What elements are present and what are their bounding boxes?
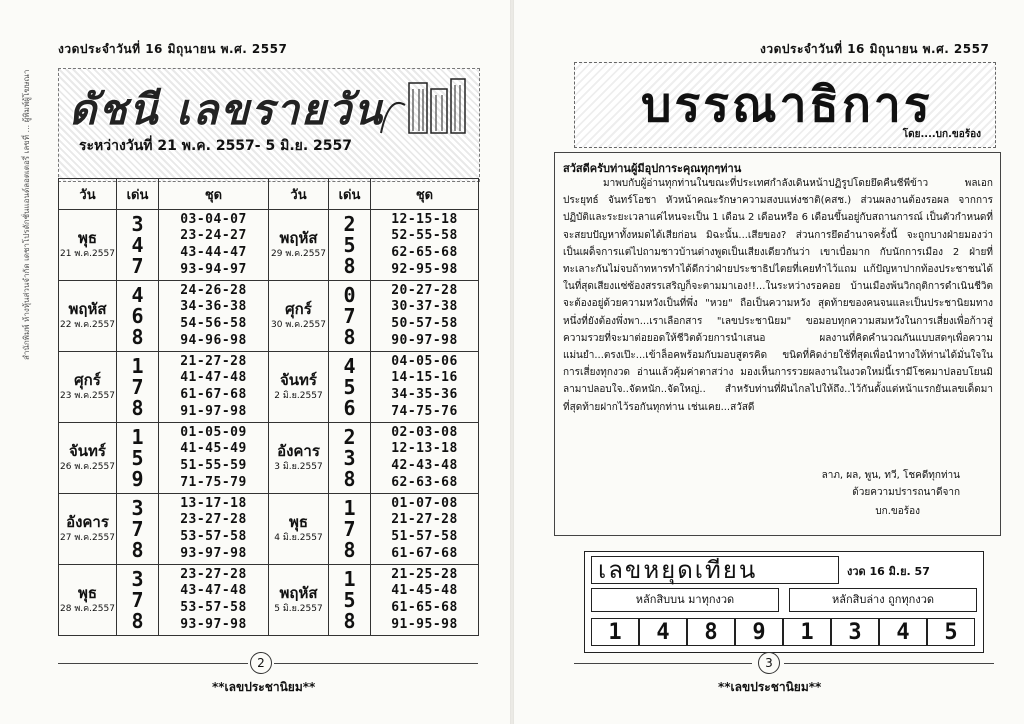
lead-digit: 7 [131,587,144,612]
number-set: 51-55-59 [180,458,247,473]
lead-digits-cell [329,352,371,423]
banner-date-range: ระหว่างวันที่ 21 พ.ค. 2557- 5 มิ.ย. 2557 [79,138,352,154]
number-set: 21-25-28 [391,566,458,582]
day-date: 29 พ.ค.2557 [271,248,326,259]
lead-digit: 5 [343,374,356,399]
lead-digit: 7 [131,516,144,541]
day-name: ศุกร์ [285,300,312,319]
lead-digits-cell [117,565,159,636]
number-sets-cell [371,494,479,565]
table-header-row [59,179,479,210]
number-set: 61-67-68 [391,545,458,561]
lead-digit: 5 [131,445,144,470]
lead-digit: 1 [343,566,356,591]
table-row [59,565,479,636]
lead-digits-cell [329,494,371,565]
prediction-digit: 4 [879,618,927,646]
number-sets-cell [159,352,269,423]
table-row [59,352,479,423]
day-date: 22 พ.ค.2557 [60,319,115,330]
number-set: 53-57-58 [180,529,247,544]
lead-digit: 5 [343,587,356,612]
day-name: พฤหัส [279,229,318,248]
day-cell [59,210,117,281]
prediction-digit: 9 [735,618,783,646]
lead-digit: 8 [343,253,356,278]
lead-digits-cell [329,210,371,281]
day-date: 30 พ.ค.2557 [271,319,326,330]
day-cell [269,423,329,494]
lead-digits-cell [117,494,159,565]
number-set: 52-55-58 [391,228,458,244]
number-set: 34-35-36 [391,387,458,402]
day-name: พฤหัส [68,300,107,319]
lead-digit: 8 [343,324,356,349]
number-set: 61-65-68 [391,600,458,615]
lead-digit: 7 [131,374,144,399]
number-sets-cell [159,494,269,565]
lead-digit: 8 [131,608,144,633]
day-cell [59,494,117,565]
day-name: พุธ [77,584,98,603]
day-date: 23 พ.ค.2557 [60,390,115,401]
lead-digit: 5 [343,232,356,257]
number-set: 51-57-58 [391,529,458,544]
lead-digit: 3 [131,566,144,591]
lead-digit: 7 [343,516,356,541]
right-footer: **เลขประชานิยม** [718,680,822,694]
number-set: 12-13-18 [391,441,458,457]
number-set: 20-27-28 [391,282,458,298]
day-name: จันทร์ [69,442,106,461]
prediction-digit: 5 [927,618,975,646]
number-set: 42-43-48 [391,458,458,473]
number-sets-cell [159,281,269,352]
number-set: 23-27-28 [180,566,247,582]
day-date: 2 มิ.ย.2557 [274,390,323,401]
lead-digit: 9 [131,466,144,491]
editorial-banner [574,62,996,148]
number-sets-cell [371,423,479,494]
lead-digit: 4 [343,353,356,378]
prediction-numbers [591,618,975,646]
number-set: 21-27-28 [180,353,247,369]
building-illustration-icon [379,75,469,135]
footer-rule [574,663,752,664]
number-set: 12-15-18 [391,211,458,227]
daily-index-banner [58,68,480,182]
day-cell [59,281,117,352]
prediction-digit: 1 [591,618,639,646]
day-cell [269,352,329,423]
prediction-digit: 1 [783,618,831,646]
number-set: 21-27-28 [391,512,458,528]
right-page [514,0,1024,724]
day-date: 26 พ.ค.2557 [60,461,115,472]
number-set: 24-26-28 [180,282,247,298]
table-row [59,281,479,352]
lead-digit: 8 [131,537,144,562]
prediction-digit: 3 [831,618,879,646]
number-set: 02-03-08 [391,424,458,440]
number-set: 50-57-58 [391,316,458,331]
number-set: 04-05-06 [391,353,458,369]
footer-rule [274,663,478,664]
editorial-sign-line: ลาภ, ผล, พูน, ทวี, โชคดีทุกท่าน [821,470,960,481]
editorial-body: มาพบกับผู้อ่านทุกท่านในขณะที่ประเทศกำลังเดินหน้าปฏิรูปโดยยึดคืนชีพีข้าว พลเอก ประยุทธ์ จันทร์โอชา หัวหน้าคณะรักษาความสงบแห่งชาติ(คสช.) ส่วนผลงานต้องรอผล จากการปฏิบัติและระยะเวลาแค่ไหนจะเป็น 1 เดือน 2 เดือนหรือ 6 เดือนขึ้นอยู่กับสถานการณ์ เป็นตัวกำหนดที่จะสยบปัญหาทั้งหมดได้เสียก่อน มิฉะนั้น...เสียของ? ส่วนการยึดอำนาจครั้งนี้ จะถูกบางฝ่ายมองว่า เป็นเผด็จการแต่ไปถามชาวบ้านต่างพูดเป็นเสียงเดียวกันว่า เขาเบื่อมาก กับนักการเมือง 2 ฝ่ายที่ทะเลาะกันไม่จบถ้าทหารทำได้ดีกว่าฝ่ายประชาธิปไตยที่เคยทำไว้แถม แก้ปัญหาปากท้องประชาชนได้ในที่สุดเสียงแซ่ซ้องสรรเสริญก็จะตามมาเอง!!...ในระหว่างรอคอย บ้านเมืองพ้นวิกฤติการดำเนินชีวิตจะต้องอยู่ด้วยความหวังเป็นที่พึ่ง "หวย" ถือเป็นความหวัง สุดท้ายของคนจนและเป็นประชานิยมทางหนึ่งที่ยังต้องพึ่งพา...เราเลือกสาร "เลขประชานิยม" ขอมอบทุกความสมหวังในการเสี่ยงเพื่อก้าวสู่ความรวยที่จะมาต่อยอดให้ชีวิตด้วยการนำเสนอ ผลงานที่คิดคำนวณกันแบบสดๆเพื่อความแม่นยำ...ตรงเป๊ะ...เข้าล็อคพร้อมกับมอบสูตรคิด ขนิดที่คิดง่ายใช้ที่สุดเพื่อนำทางให้ท่านได้มั่นใจในการเสี่ยงทุกงวด อ่านแล้วคุ้มค่าตาสว่าง มองเห็นการรวยผลงานในงวดใหม่นี้เรามีโชคมาปลอบโยนมิลามาปลอบใจ..จัดหนัก..จัดใหญ่.. สำหรับท่านที่ฝันไกลไปให้ถึง..ไว้กันตั้งแต่หน้าแรกยันเลขเด็ดมาที่สุดท้ายฝากไว้รอกันทุกท่าน เช่นเคย...สวัสดี [563,178,993,413]
number-set: 41-47-48 [180,370,247,386]
lead-digits-cell [117,352,159,423]
number-set: 54-56-58 [180,316,247,331]
footer-rule [58,663,248,664]
day-cell [59,352,117,423]
lead-digit: 4 [131,282,144,307]
number-set: 01-05-09 [180,424,247,440]
number-set: 94-96-98 [180,332,247,348]
day-name: พฤหัส [279,584,318,603]
left-page [0,0,510,724]
banner-title: ดัชนี เลขรายวัน [69,85,384,134]
lead-digit: 1 [343,495,356,520]
number-set: 03-04-07 [180,211,247,227]
number-set: 13-17-18 [180,495,247,511]
footer-rule [784,663,994,664]
left-page-number: 2 [250,652,272,674]
lead-digits-cell [117,281,159,352]
left-footer: **เลขประชานิยม** [212,680,316,694]
day-name: ศุกร์ [74,371,101,390]
day-name: พุธ [77,229,98,248]
number-set: 90-97-98 [391,332,458,348]
lead-digit: 8 [343,608,356,633]
units-label: หลักสิบล่าง ถูกทุกงวด [789,588,977,612]
day-name: อังคาร [66,513,109,532]
number-set: 71-75-79 [180,474,247,490]
prediction-digit: 8 [687,618,735,646]
day-cell [269,494,329,565]
number-sets-cell [159,565,269,636]
number-set: 61-67-68 [180,387,247,402]
lead-digit: 6 [131,303,144,328]
left-issue-date: งวดประจำวันที่ 16 มิถุนายน พ.ศ. 2557 [58,42,288,56]
header-sets: ชุด [159,179,269,210]
day-date: 21 พ.ค.2557 [60,248,115,259]
lead-digit: 1 [131,424,144,449]
day-name: พุธ [288,513,309,532]
prediction-issue: งวด 16 มิ.ย. 57 [847,565,930,578]
header-lead: เด่น [117,179,159,210]
lead-digits-cell [117,423,159,494]
lead-digits-cell [329,423,371,494]
prediction-digit: 4 [639,618,687,646]
number-set: 30-37-38 [391,299,458,315]
number-set: 41-45-48 [391,583,458,599]
lead-digits-cell [117,210,159,281]
day-date: 3 มิ.ย.2557 [274,461,323,472]
number-set: 91-97-98 [180,403,247,419]
table-row [59,494,479,565]
day-cell [269,281,329,352]
number-sets-cell [371,210,479,281]
lead-digit: 4 [131,232,144,257]
day-name: อังคาร [277,442,320,461]
number-set: 23-24-27 [180,228,247,244]
lead-digit: 8 [131,395,144,420]
prediction-box [584,551,984,653]
lead-digit: 3 [131,495,144,520]
number-set: 23-27-28 [180,512,247,528]
daily-numbers-table [58,178,479,636]
left-vertical-note: สำนักพิมพ์ ห้างหุ้นส่วนจำกัด เดชาโปรดักชั่นแอนด์ลอตเตอรี่ เลขที่ ... ผู้พิมพ์ผู้โฆษณา [22,69,31,360]
header-lead: เด่น [329,179,371,210]
number-set: 93-97-98 [180,545,247,561]
number-sets-cell [159,423,269,494]
header-day: วัน [269,179,329,210]
editorial-sign-name: บก.ขอร้อง [875,506,920,517]
lead-digit: 1 [131,353,144,378]
day-cell [59,423,117,494]
number-set: 43-47-48 [180,583,247,599]
number-set: 62-65-68 [391,245,458,260]
table-row [59,423,479,494]
lead-digit: 6 [343,395,356,420]
number-set: 62-63-68 [391,474,458,490]
prediction-title: เลขหยุดเทียน [591,556,839,584]
lead-digits-cell [329,565,371,636]
day-date: 4 มิ.ย.2557 [274,532,323,543]
day-cell [59,565,117,636]
number-set: 43-44-47 [180,245,247,260]
lead-digit: 0 [343,282,356,307]
day-date: 5 มิ.ย.2557 [274,603,323,614]
right-page-number: 3 [758,652,780,674]
lead-digit: 3 [131,211,144,236]
number-sets-cell [371,281,479,352]
tens-label: หลักสิบบน มาทุกงวด [591,588,779,612]
day-date: 27 พ.ค.2557 [60,532,115,543]
header-sets: ชุด [371,179,479,210]
number-set: 53-57-58 [180,600,247,615]
number-sets-cell [371,565,479,636]
lead-digit: 8 [131,324,144,349]
editorial-textbox [554,152,1001,536]
editorial-title: บรรณาธิการ [641,77,933,133]
number-set: 91-95-98 [391,616,458,632]
number-set: 74-75-76 [391,403,458,419]
number-set: 01-07-08 [391,495,458,511]
day-cell [269,565,329,636]
number-set: 34-36-38 [180,299,247,315]
number-set: 14-15-16 [391,370,458,386]
day-name: จันทร์ [280,371,317,390]
number-sets-cell [159,210,269,281]
header-day: วัน [59,179,117,210]
lead-digit: 7 [343,303,356,328]
editorial-byline: โดย....บก.ขอร้อง [902,129,981,140]
right-issue-date: งวดประจำวันที่ 16 มิถุนายน พ.ศ. 2557 [760,42,990,56]
number-set: 93-94-97 [180,261,247,277]
lead-digit: 3 [343,445,356,470]
lead-digit: 8 [343,466,356,491]
lead-digits-cell [329,281,371,352]
lead-digit: 7 [131,253,144,278]
editorial-sign-line: ด้วยความปรารถนาดีจาก [852,487,960,498]
day-date: 28 พ.ค.2557 [60,603,115,614]
lead-digit: 2 [343,424,356,449]
day-cell [269,210,329,281]
number-set: 93-97-98 [180,616,247,632]
editorial-greeting: สวัสดีครับท่านผู้มีอุปการะคุณทุกๆท่าน [563,162,742,175]
table-row [59,210,479,281]
lead-digit: 2 [343,211,356,236]
number-sets-cell [371,352,479,423]
number-set: 41-45-49 [180,441,247,457]
number-set: 92-95-98 [391,261,458,277]
lead-digit: 8 [343,537,356,562]
